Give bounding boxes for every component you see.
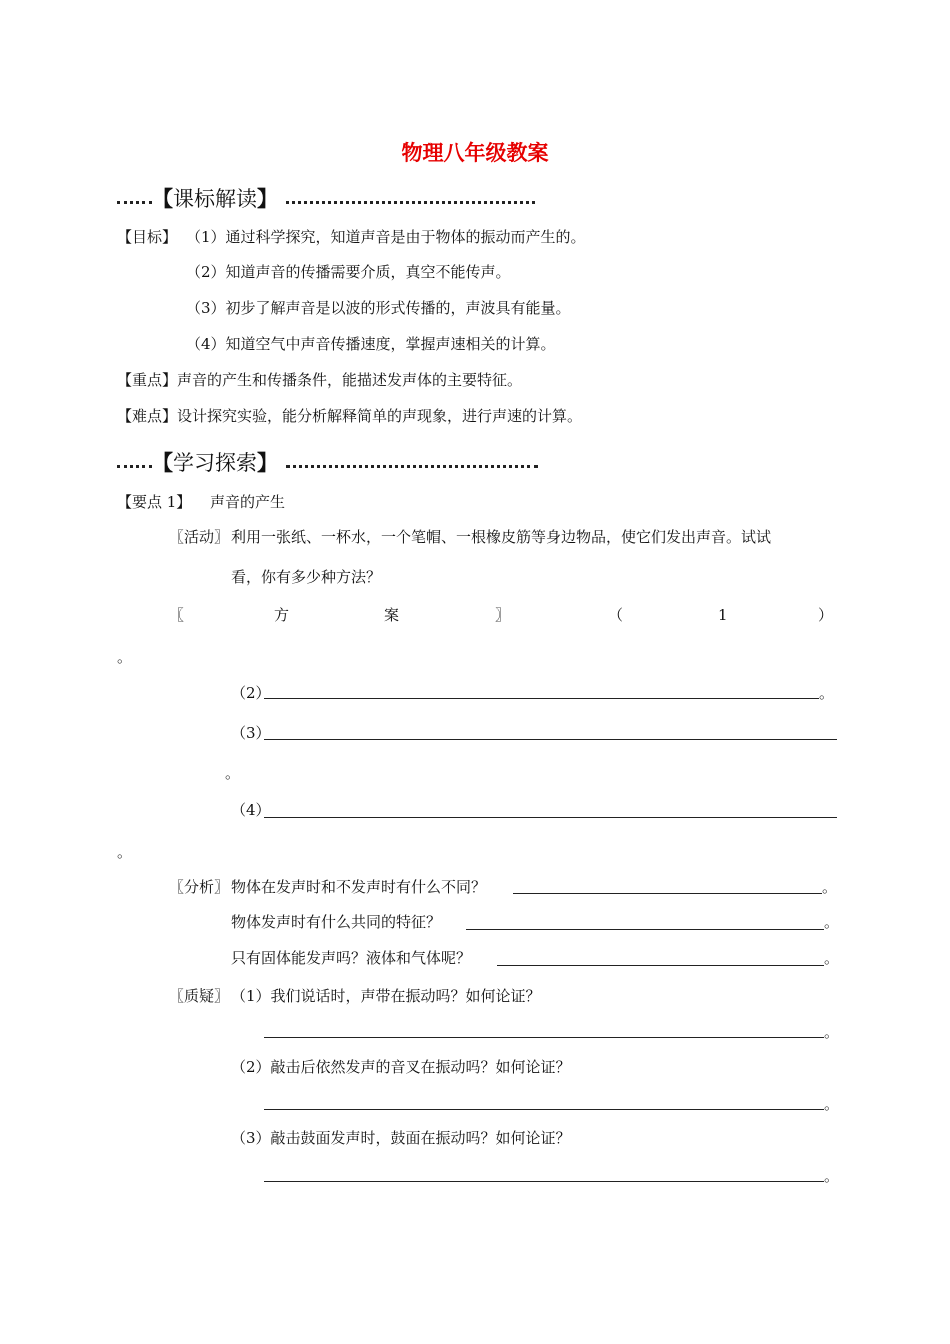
plan-paren-close: ）	[818, 606, 834, 624]
period: 。	[117, 648, 133, 666]
goal-item: （3）初步了解声音是以波的形式传播的，声波具有能量。	[186, 299, 571, 317]
answer-blank[interactable]	[513, 893, 822, 894]
page-title: 物理八年级教案	[401, 141, 549, 165]
period: 。	[824, 1095, 840, 1113]
goals-tag: 【目标】	[117, 228, 178, 246]
answer-blank[interactable]	[264, 1037, 824, 1038]
section-divider-dots	[286, 465, 538, 468]
section-divider-dots	[117, 201, 152, 204]
goal-item: （1）通过科学探究，知道声音是由于物体的振动而产生的。	[186, 228, 586, 246]
key-points-text: 声音的产生和传播条件，能描述发声体的主要特征。	[177, 371, 523, 389]
section-heading-text: 课标解读	[173, 187, 257, 211]
plan-number: 1	[718, 606, 728, 624]
period: 。	[824, 1023, 840, 1041]
answer-blank[interactable]	[264, 817, 837, 818]
period: 。	[819, 684, 835, 702]
difficult-points-tag: 【难点】	[117, 407, 178, 425]
answer-blank[interactable]	[466, 929, 824, 930]
section-heading-text: 学习探索	[173, 451, 257, 475]
point-tag: 【要点 1】	[117, 493, 192, 511]
analysis-tag: 〖分析〗	[169, 878, 230, 896]
difficult-points	[117, 409, 582, 424]
difficult-points-text: 设计探究实验，能分析解释简单的声现象，进行声速的计算。	[177, 407, 583, 425]
period: 。	[822, 878, 838, 896]
section-divider-dots	[286, 201, 535, 204]
answer-blank[interactable]	[264, 1109, 824, 1110]
key-points	[117, 373, 522, 388]
doubt-question: （3）敲击鼓面发声时，鼓面在振动吗？如何论证？	[231, 1129, 571, 1147]
goal-item: （4）知道空气中声音传播速度，掌握声速相关的计算。	[186, 335, 556, 353]
activity-text: 利用一张纸、一杯水，一个笔帽、一根橡皮筋等身边物品，使它们发出声音。试试	[231, 528, 772, 546]
answer-blank[interactable]	[264, 698, 819, 699]
doubt-question: （2）敲击后依然发声的音叉在振动吗？如何论证？	[231, 1058, 571, 1076]
section-divider-dots	[117, 465, 152, 468]
period: 。	[824, 913, 840, 931]
plan-char: 方	[274, 606, 290, 624]
doubt-tag: 〖质疑〗	[169, 987, 230, 1005]
answer-blank[interactable]	[264, 739, 837, 740]
answer-blank[interactable]	[497, 965, 824, 966]
section-heading-curriculum: 【课标解读】	[152, 187, 278, 211]
plan-item-label: （2）	[231, 684, 271, 702]
point-title: 声音的产生	[210, 493, 286, 511]
period: 。	[225, 764, 241, 782]
plan-open-bracket: 〖	[169, 606, 185, 624]
answer-blank[interactable]	[264, 1181, 824, 1182]
plan-item-label: （3）	[231, 724, 271, 742]
doubt-question: （1）我们说话时，声带在振动吗？如何论证？	[231, 987, 541, 1005]
plan-paren-open: （	[608, 606, 624, 624]
period: 。	[117, 843, 133, 861]
period: 。	[824, 949, 840, 967]
plan-item-label: （4）	[231, 801, 271, 819]
analysis-question: 物体在发声时和不发声时有什么不同？	[231, 878, 487, 896]
key-points-tag: 【重点】	[117, 371, 178, 389]
activity-text: 看，你有多少种方法？	[231, 568, 382, 586]
period: 。	[824, 1167, 840, 1185]
analysis-question: 物体发声时有什么共同的特征？	[231, 913, 442, 931]
analysis-question: 只有固体能发声吗？液体和气体呢？	[231, 949, 472, 967]
goal-item: （2）知道声音的传播需要介质，真空不能传声。	[186, 263, 511, 281]
section-heading-exploration: 【学习探索】	[152, 451, 278, 475]
activity-tag: 〖活动〗	[169, 528, 230, 546]
plan-char: 案	[384, 606, 400, 624]
plan-close-bracket: 〗	[495, 606, 511, 624]
